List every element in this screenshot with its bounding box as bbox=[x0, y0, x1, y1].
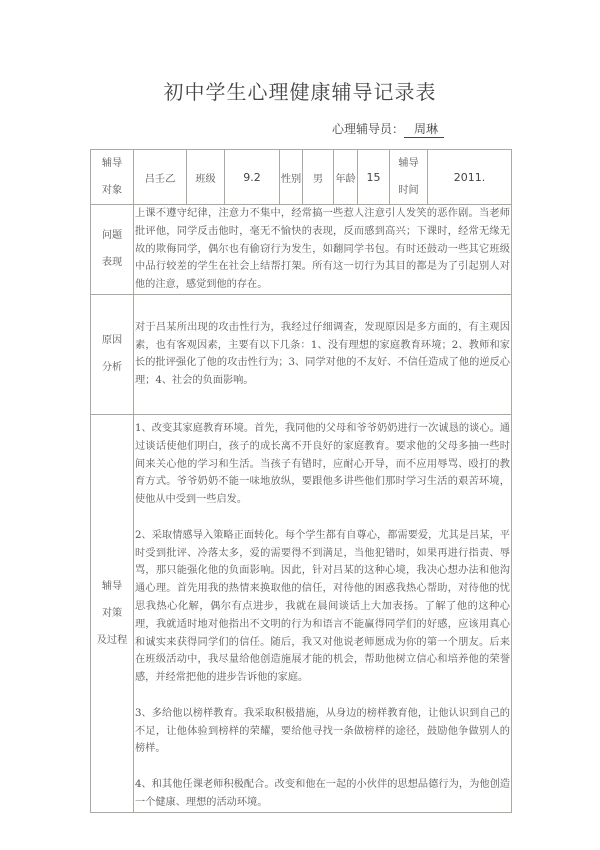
problem-row bbox=[91, 205, 512, 295]
cause-label bbox=[91, 294, 134, 414]
label-line: 及过程 bbox=[96, 634, 128, 646]
document-title: 初中学生心理健康辅导记录表 bbox=[163, 80, 437, 104]
cause-text: 对于吕某所出现的攻击性行为，我经过仔细调查，发现原因是多方面的，有主观因素，也有客观因素，主要有以下几条：1、没有理想的家庭教育环境；2、教师和家长的批评强化了他的攻击性行为；3、同学对他的不友好、不信任造成了他的逆反心理；4、社会的负面影响。 bbox=[134, 294, 512, 414]
measures-label bbox=[91, 414, 134, 812]
gender-value: 男 bbox=[303, 150, 334, 205]
label-line: 原因 bbox=[101, 335, 123, 347]
class-value: 9.2 bbox=[225, 150, 280, 205]
problem-text: 上课不遵守纪律，注意力不集中，经常搞一些惹人注意引人发笑的恶作剧。当老师批评他，同学反击他时，毫无不愉快的表现，反而感到高兴；下课时，经常无缘无故的欺侮同学，偶尔也有偷窃行为发生，如翻同学书包。有时还鼓动一些其它班级中品行较差的学生在社会上结帮打架。所有这一切行为其目的都是为了引起别人对他的注意，感觉到他的存在。 bbox=[134, 205, 512, 295]
label-line: 问题 bbox=[101, 230, 123, 242]
student-name: 吕壬乙 bbox=[134, 150, 187, 205]
label-line: 表现 bbox=[101, 257, 123, 269]
class-label: 班级 bbox=[187, 150, 225, 205]
subject-label bbox=[91, 150, 134, 205]
age-value: 15 bbox=[358, 150, 390, 205]
header-row bbox=[91, 150, 512, 205]
counselor-label: 心理辅导员： bbox=[332, 122, 405, 136]
counselor-name: 周琳 bbox=[404, 120, 444, 138]
measures-row bbox=[91, 414, 512, 812]
label-line: 辅导 bbox=[101, 580, 123, 592]
label-line: 辅导 bbox=[398, 158, 419, 169]
measure-paragraph: 3、多给他以榜样教育。我采取积极措施，从身边的榜样教育他，让他认识到自己的不足，让他体验到榜样的荣耀，要给他寻找一条做榜样的途径，鼓励他争做别人的榜样。 bbox=[135, 707, 510, 755]
measure-paragraph: 1、改变其家庭教育环境。首先，我同他的父母和爷爷奶奶进行一次诚恳的谈心。通过谈话使他们明白，孩子的成长离不开良好的家庭教育。要求他的父母多抽一些时间来关心他的学习和生活。当孩子有错时，应耐心开导，而不应用辱骂、殴打的教育方式。爷爷奶奶不能一味地放纵，要跟他多讲些他们那时学习生活的艰苦环境，使他从中受到一些启发。 bbox=[135, 422, 510, 506]
measures-text bbox=[134, 414, 512, 812]
record-table bbox=[90, 149, 512, 813]
label-line: 对策 bbox=[101, 607, 123, 619]
measure-paragraph: 4、和其他任课老师积极配合。改变和他在一起的小伙伴的思想品德行为，为他创造一个健康、理想的活动环境。 bbox=[135, 778, 510, 808]
problem-label bbox=[91, 205, 134, 295]
time-label bbox=[390, 150, 428, 205]
label-line: 分析 bbox=[101, 362, 123, 374]
gender-label: 性别 bbox=[280, 150, 303, 205]
counselor-line bbox=[332, 120, 444, 138]
age-label: 年龄 bbox=[334, 150, 358, 205]
measure-paragraph: 2、采取情感导入策略正面转化。每个学生都有自尊心，都需要爱，尤其是吕某，平时受到批评、冷落太多，爱的需要得不到满足，当他犯错时，如果再进行指责、辱骂，那只能强化他的负面影响。因此，针对吕某的这种心境，我决心想办法和他沟通心理。首先用我的热情来换取他的信任，对待他的困惑我热心帮助，对待他的忧思我热心化解，偶尔有点进步，我就在晨间谈话上大加表扬。了解了他的这种心理，我就适时地对他指出不文明的行为和语言不能赢得同学们的好感，应该用真心和诚实来获得同学们的信任。随后，我又对他说老师愿成为你的第一个朋友。后来在班级活动中，我尽量给他创造施展才能的机会，帮助他树立信心和培养他的荣誉感，并经常把他的进步告诉他的家庭。 bbox=[135, 529, 510, 684]
label-line: 时间 bbox=[398, 185, 419, 196]
label-line: 对象 bbox=[101, 185, 123, 196]
time-value: 2011. bbox=[428, 150, 512, 205]
cause-row bbox=[91, 294, 512, 414]
label-line: 辅导 bbox=[101, 158, 123, 169]
